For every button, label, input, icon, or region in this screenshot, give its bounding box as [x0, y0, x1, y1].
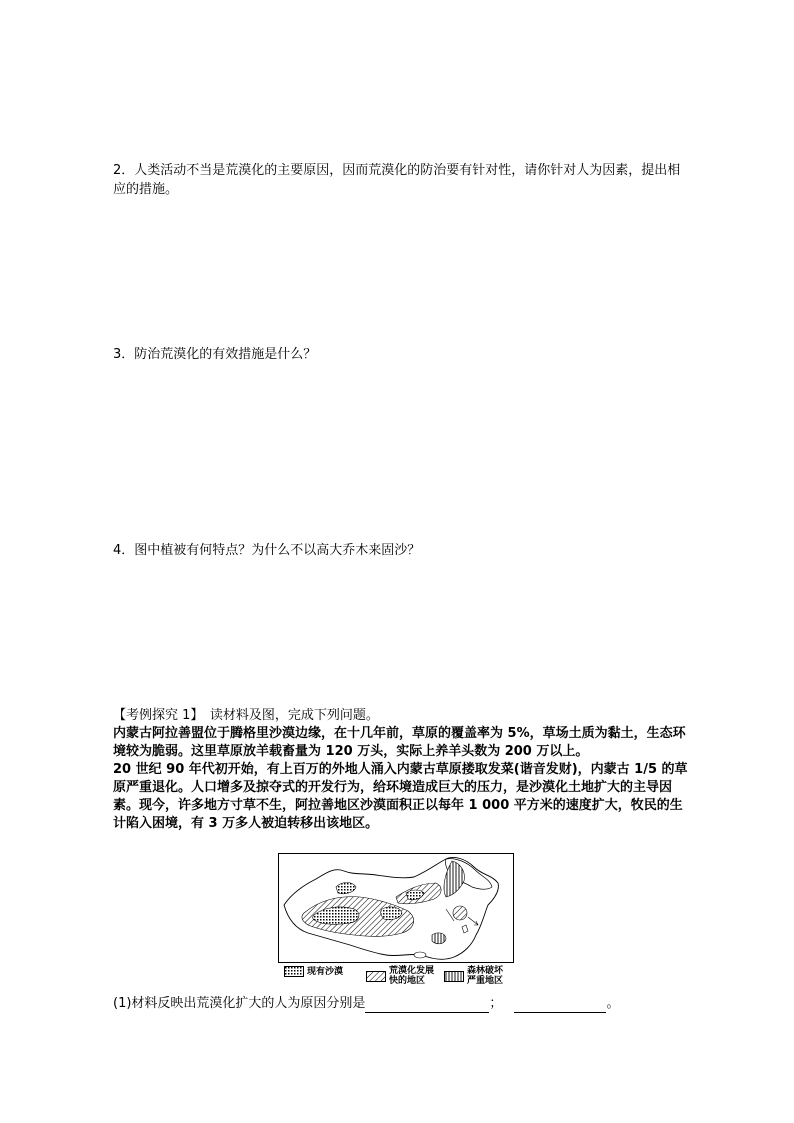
sub-question-text: (1)材料反映出荒漠化扩大的人为原因分别是 [113, 996, 366, 1011]
example-paragraph-1: 内蒙古阿拉善盟位于腾格里沙漠边缘，在十几年前，草原的覆盖率为 5%，草场土质为黏土，生态环境较为脆弱。这里草原放羊载畜量为 120 万头，实际上养羊头数为 200 万以上。 [113, 726, 686, 759]
vertical-hatch-swatch-icon [444, 971, 464, 982]
question-2: 2．人类活动不当是荒漠化的主要原因，因而荒漠化的防治要有针对性，请你针对人为因素，提出相应的措施。 [113, 163, 681, 197]
legend-label-fast: 荒漠化发展 快的地区 [389, 966, 435, 986]
legend-item-forest-damage [444, 966, 503, 986]
answer-blank-2[interactable] [514, 998, 606, 1013]
china-desertification-map [278, 853, 514, 963]
example-heading: 【考例探究 1】 读材料及图，完成下列问题。 [113, 708, 379, 723]
example-section [113, 707, 688, 833]
question-3: 3．防治荒漠化的有效措施是什么？ [113, 347, 317, 362]
legend-item-fast-desertification [366, 966, 434, 986]
legend-label-desert: 现有沙漠 [307, 966, 344, 977]
desert-swatch-icon [284, 966, 304, 977]
sub-question-1: (1)材料反映出荒漠化扩大的人为原因分别是 ； 。 [113, 996, 620, 1011]
map-legend [284, 966, 524, 992]
answer-blank-1[interactable] [365, 998, 489, 1013]
legend-item-desert [284, 966, 343, 977]
legend-label-forest: 森林破坏 严重地区 [467, 966, 504, 986]
question-4: 4．图中植被有何特点？为什么不以高大乔木来固沙？ [113, 543, 421, 558]
diagonal-hatch-swatch-icon [366, 971, 386, 982]
example-paragraph-2: 20 世纪 90 年代初开始，有上百万的外地人涌入内蒙古草原搂取发菜(谐音发财)，内蒙古 1/5 的草原严重退化。人口增多及掠夺式的开发行为，给环境造成巨大的压力，是沙漠化土地扩大的主导因素。现今，许多地方寸草不生，阿拉善地区沙漠面积正以每年 1 000 平方米的速度扩大，牧民的生计陷入困境，有 3 万多人被迫转移出该地区。 [113, 762, 688, 831]
